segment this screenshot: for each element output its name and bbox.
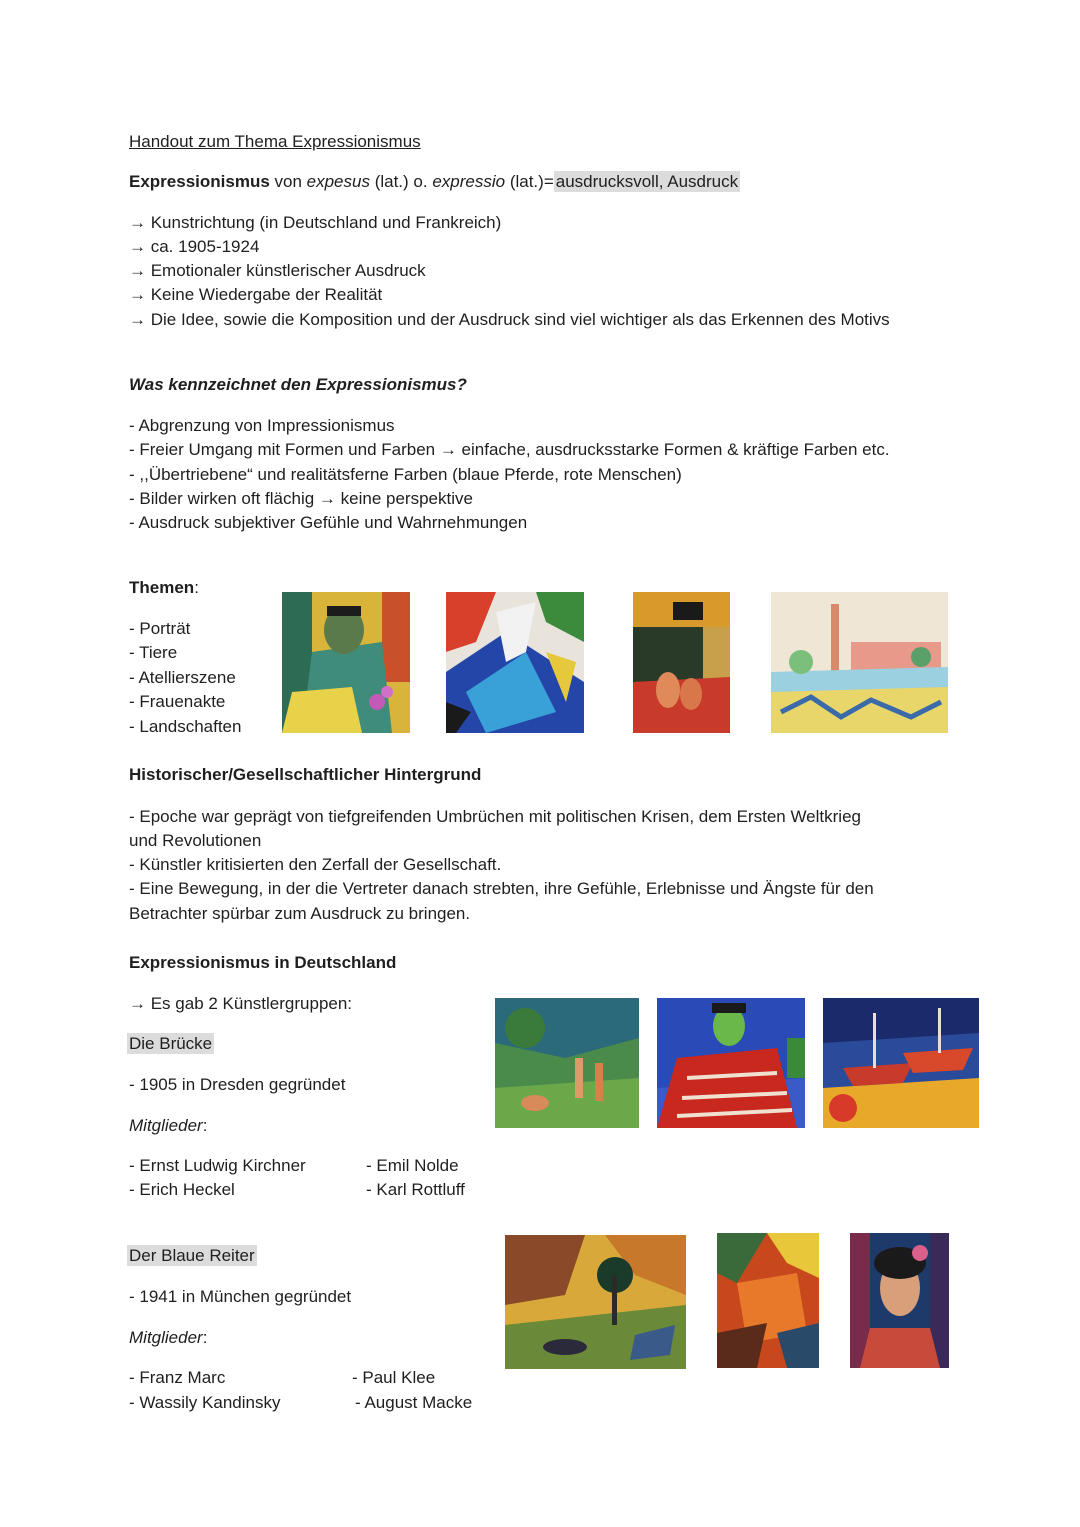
intro-point: → ca. 1905-1924	[129, 237, 260, 256]
theme-item: - Atellierszene	[129, 668, 236, 687]
theme-item: - Frauenakte	[129, 692, 226, 711]
intro-point: → Keine Wiedergabe der Realität	[129, 285, 383, 304]
intro-point: → Kunstrichtung (in Deutschland und Frankreich)	[129, 213, 502, 232]
themes-colon: :	[194, 578, 199, 597]
reiter-member: - Wassily Kandinsky	[129, 1393, 281, 1412]
intro-point: → Emotionaler künstlerischer Ausdruck	[129, 261, 426, 280]
history-heading: Historischer/Gesellschaftlicher Hintergrund	[129, 765, 482, 784]
history-line: - Künstler kritisierten den Zerfall der Gesellschaft.	[129, 855, 502, 874]
bruecke-member: - Ernst Ludwig Kirchner	[129, 1156, 306, 1175]
bruecke-painting-bathers-image	[495, 998, 639, 1128]
reiter-founded: - 1941 in München gegründet	[129, 1287, 352, 1306]
feature-item: - Ausdruck subjektiver Gefühle und Wahrnehmungen	[129, 513, 528, 532]
feature-item: - Bilder wirken oft flächig → keine perspektive	[129, 489, 473, 508]
bruecke-painting-woman-image	[657, 998, 805, 1128]
page-title: Handout zum Thema Expressionismus	[129, 132, 421, 151]
reiter-member: - Franz Marc	[129, 1368, 226, 1387]
reiter-painting-portrait-image	[850, 1233, 949, 1368]
bruecke-member: - Emil Nolde	[366, 1156, 459, 1175]
definition-von: von	[269, 172, 307, 191]
groups-intro: → Es gab 2 Künstlergruppen:	[129, 994, 353, 1013]
definition-term: Expressionismus	[129, 172, 270, 191]
germany-heading: Expressionismus in Deutschland	[129, 953, 397, 972]
reiter-members-label: Mitglieder	[129, 1328, 203, 1347]
feature-item: - Freier Umgang mit Formen und Farben → einfache, ausdrucksstarke Formen & kräftige Farben etc.	[129, 440, 890, 459]
bruecke-members-label-line	[129, 1115, 207, 1137]
theme-item: - Porträt	[129, 619, 191, 638]
reiter-name-line	[127, 1245, 257, 1267]
definition-meaning: ausdrucksvoll, Ausdruck	[555, 172, 739, 191]
bruecke-member: - Erich Heckel	[129, 1180, 235, 1199]
themes-heading-line	[129, 577, 199, 599]
reiter-member: - Paul Klee	[352, 1368, 436, 1387]
feature-item: - ,,Übertriebene“ und realitätsferne Farben (blaue Pferde, rote Menschen)	[129, 465, 682, 484]
history-line: - Epoche war geprägt von tiefgreifenden Umbrüchen mit politischen Krisen, dem Ersten Weltkrieg	[129, 807, 861, 826]
reiter-members-colon: :	[202, 1328, 208, 1347]
bruecke-member: - Karl Rottluff	[366, 1180, 465, 1199]
reiter-name: Der Blaue Reiter	[129, 1246, 255, 1265]
painting-landscape-image	[771, 592, 948, 733]
history-line: Betrachter spürbar zum Ausdruck zu bringen.	[129, 904, 471, 923]
painting-portrait-image	[282, 592, 410, 733]
bruecke-name: Die Brücke	[129, 1034, 213, 1053]
bruecke-members-colon: :	[202, 1116, 208, 1135]
themes-heading: Themen	[129, 578, 195, 597]
definition-line	[129, 171, 740, 193]
theme-item: - Tiere	[129, 643, 178, 662]
definition-lat1: (lat.) o.	[369, 172, 433, 191]
definition-lat2: (lat.)=	[505, 172, 554, 191]
bruecke-founded: - 1905 in Dresden gegründet	[129, 1075, 346, 1094]
definition-word1: expesus	[306, 172, 370, 191]
painting-animals-image	[446, 592, 584, 733]
painting-atelier-image	[633, 592, 730, 733]
reiter-painting-riders-image	[505, 1235, 686, 1369]
reiter-member: - August Macke	[355, 1393, 473, 1412]
features-heading: Was kennzeichnet den Expressionismus?	[129, 375, 467, 394]
bruecke-members-label: Mitglieder	[129, 1116, 203, 1135]
reiter-painting-foxes-image	[717, 1233, 819, 1368]
bruecke-name-line	[127, 1033, 214, 1055]
history-line: - Eine Bewegung, in der die Vertreter danach strebten, ihre Gefühle, Erlebnisse und Ängste für den	[129, 879, 874, 898]
history-line: und Revolutionen	[129, 831, 262, 850]
theme-item: - Landschaften	[129, 717, 242, 736]
reiter-members-label-line	[129, 1327, 207, 1349]
feature-item: - Abgrenzung von Impressionismus	[129, 416, 395, 435]
bruecke-painting-boats-image	[823, 998, 979, 1128]
intro-point: → Die Idee, sowie die Komposition und der Ausdruck sind viel wichtiger als das Erkennen des Motivs	[129, 310, 890, 329]
definition-word2: expressio	[432, 172, 506, 191]
